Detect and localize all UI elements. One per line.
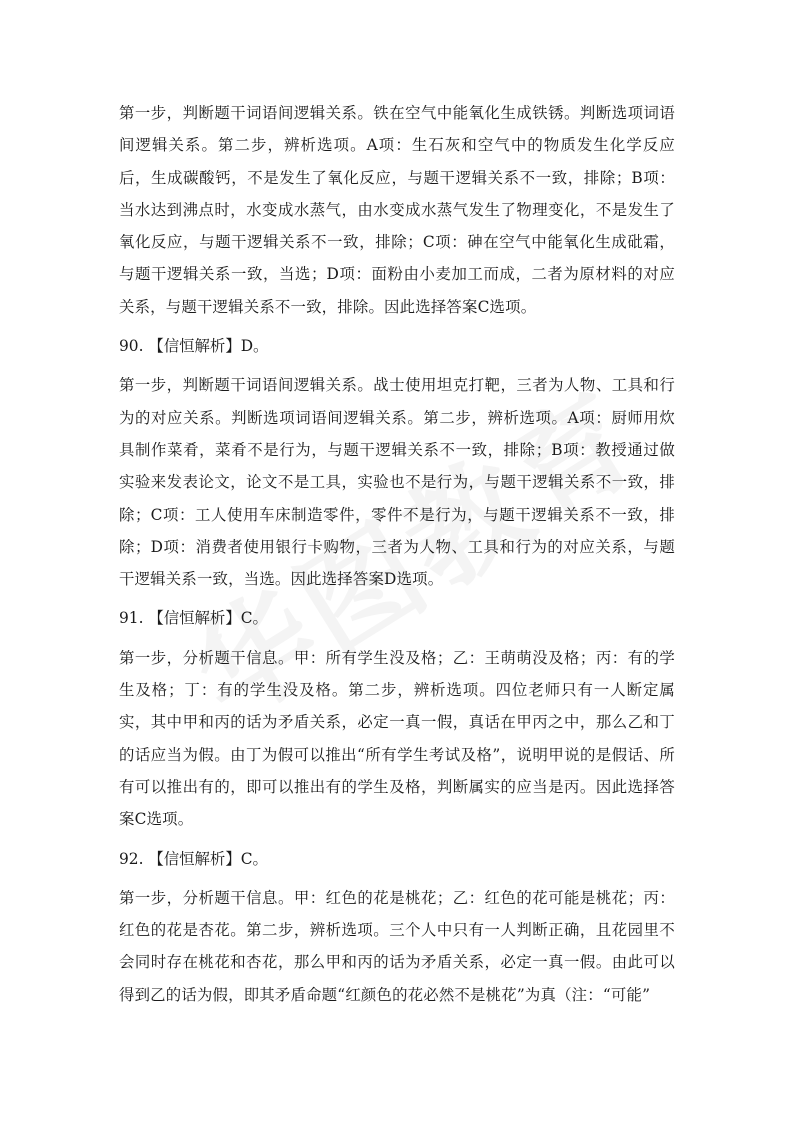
- paragraph-91-analysis: 第一步，分析题干信息。甲：所有学生没及格；乙：王萌萌没及格；丙：有的学生及格；丁：有的学生没及格。第二步，辨析选项。四位老师只有一人断定属实，其中甲和丙的话为矛盾关系，必定一真一假，真话在甲丙之中，那么乙和丁的话应当为假。由丁为假可以推出“所有学生考试及格”，说明甲说的是假话、所有可以推出有的，即可以推出有的学生及格，判断属实的应当是丙。因此选择答案C选项。: [119, 648, 675, 829]
- document-page: [119, 97, 675, 1011]
- question-91-heading: 91. 【信恒解析】C。: [119, 609, 268, 628]
- question-92-heading: 92. 【信恒解析】C。: [119, 849, 268, 868]
- question-90-heading: 90. 【信恒解析】D。: [119, 337, 269, 356]
- paragraph-90-analysis: 第一步，判断题干词语间逻辑关系。战士使用坦克打靶，三者为人物、工具和行为的对应关系。判断选项词语间逻辑关系。第二步，辨析选项。A项：厨师用炊具制作菜肴，菜肴不是行为，与题干逻辑关系不一致，排除；B项：教授通过做实验来发表论文，论文不是工具，实验也不是行为，与题干逻辑关系不一致，排除；C项：工人使用车床制造零件，零件不是行为，与题干逻辑关系不一致，排除；D项：消费者使用银行卡购物，三者为人物、工具和行为的对应关系，与题干逻辑关系一致，当选。因此选择答案D选项。: [119, 376, 675, 589]
- paragraph-92-analysis: 第一步，分析题干信息。甲：红色的花是桃花；乙：红色的花可能是桃花；丙：红色的花是杏花。第二步，辨析选项。三个人中只有一人判断正确，且花园里不会同时存在桃花和杏花，那么甲和丙的话为矛盾关系，必定一真一假。由此可以得到乙的话为假，即其矛盾命题“红颜色的花必然不是桃花”为真（注：“可能”: [119, 888, 675, 1004]
- paragraph-89-analysis: 第一步，判断题干词语间逻辑关系。铁在空气中能氧化生成铁锈。判断选项词语间逻辑关系。第二步，辨析选项。A项：生石灰和空气中的物质发生化学反应后，生成碳酸钙，不是发生了氧化反应，与题干逻辑关系不一致，排除；B项：当水达到沸点时，水变成水蒸气，由水变成水蒸气发生了物理变化，不是发生了氧化反应，与题干逻辑关系不一致，排除；C项：砷在空气中能氧化生成砒霜，与题干逻辑关系一致，当选；D项：面粉由小麦加工而成，二者为原材料的对应关系，与题干逻辑关系不一致，排除。因此选择答案C选项。: [119, 104, 675, 316]
